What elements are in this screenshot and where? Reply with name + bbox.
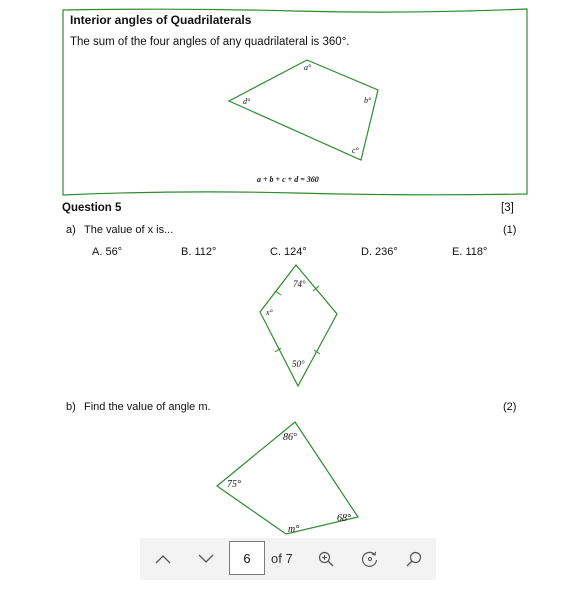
part-b-text: Find the value of angle m. — [84, 401, 211, 413]
rotate-icon — [361, 550, 379, 568]
angle-label-d: d° — [243, 97, 251, 106]
kite-angle-bottom: 50° — [292, 359, 305, 369]
zoom-in-icon — [318, 551, 334, 567]
page-number-input[interactable]: 6 — [229, 541, 265, 575]
search-icon — [406, 551, 422, 567]
part-b-letter: b) — [66, 401, 76, 413]
part-a-marks: (1) — [503, 224, 517, 236]
zoom-in-button[interactable] — [308, 538, 344, 580]
search-button[interactable] — [396, 538, 432, 580]
question-marks: [3] — [501, 202, 514, 214]
angle-68: 68° — [337, 513, 351, 524]
angle-86: 86° — [283, 432, 297, 443]
angle-m: m° — [288, 524, 300, 535]
angle-sum-formula: a + b + c + d = 360 — [257, 175, 319, 184]
rotate-button[interactable] — [352, 538, 388, 580]
info-title: Interior angles of Quadrilaterals — [70, 13, 252, 27]
chevron-up-icon — [155, 554, 171, 564]
angle-label-a: a° — [304, 63, 312, 72]
kite-angle-x: x° — [266, 308, 273, 317]
part-a-letter: a) — [66, 224, 76, 236]
previous-page-button[interactable] — [145, 538, 181, 580]
part-b-marks: (2) — [503, 401, 517, 413]
option-e[interactable]: E. 118° — [452, 246, 488, 258]
option-d[interactable]: D. 236° — [361, 246, 398, 258]
next-page-button[interactable] — [188, 538, 224, 580]
part-a-text: The value of x is... — [84, 224, 174, 236]
info-text: The sum of the four angles of any quadrilateral is 360°. — [70, 36, 350, 48]
page-count: of 7 — [271, 551, 293, 566]
pdf-toolbar — [140, 538, 436, 580]
kite-angle-top: 74° — [293, 279, 306, 289]
angle-label-b: b° — [364, 96, 372, 105]
option-a[interactable]: A. 56° — [92, 246, 123, 258]
chevron-down-icon — [198, 554, 214, 564]
option-c[interactable]: C. 124° — [270, 246, 307, 258]
angle-75: 75° — [227, 479, 241, 490]
question-title: Question 5 — [62, 202, 122, 214]
option-b[interactable]: B. 112° — [181, 246, 217, 258]
quadrilateral-diagram — [225, 58, 385, 168]
angle-label-c: c° — [352, 146, 359, 155]
